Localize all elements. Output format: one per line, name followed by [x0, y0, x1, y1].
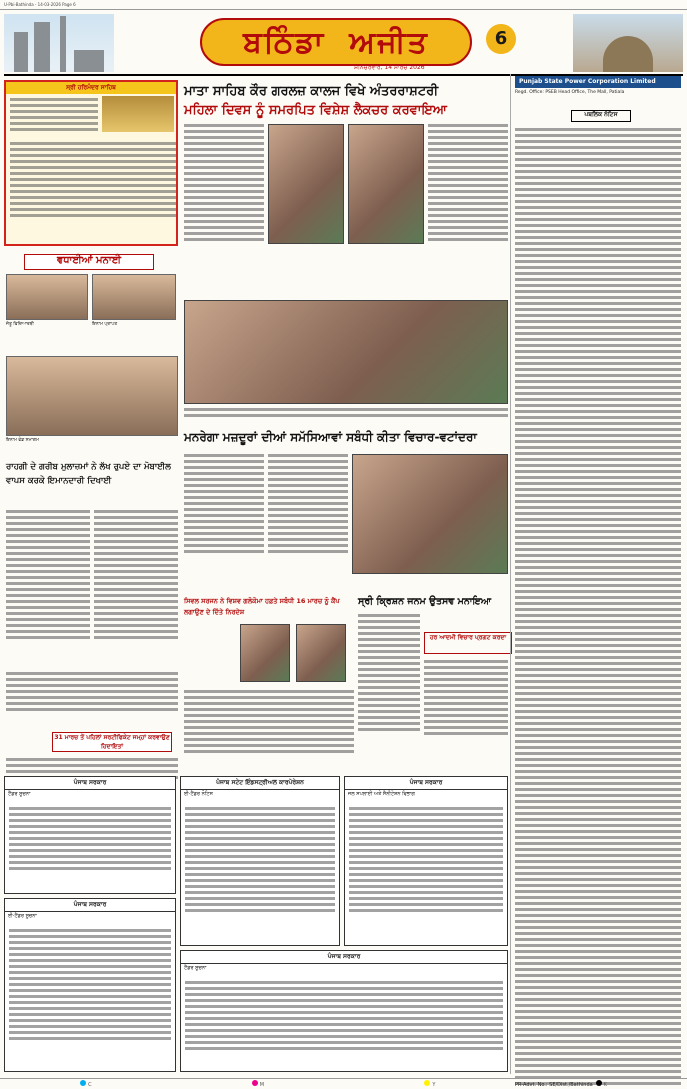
ad-header: ਸ੍ਰੀ ਹਰਿਮੰਦਰ ਸਾਹਿਬ: [6, 82, 176, 94]
wish-banner: ਵਧਾਈਆਂ ਮਨਾਈ: [24, 254, 154, 270]
tender-ad-5: [180, 950, 508, 1072]
story-headline-glaucoma: ਸਿਵਲ ਸਰਜਨ ਨੇ ਵਿਸ਼ਵ ਗਲੋਕੋਮਾ ਹਫ਼ਤੇ ਸਬੰਧੀ 16 ਮਾਰਚ ਨੂੰ ਕੈਂਪ ਲਗਾਉਣ ਦੇ ਦਿੱਤੇ ਨਿਰਦੇਸ਼: [184, 597, 340, 616]
tender-5-subtitle: ਟੈਂਡਰ ਸੂਚਨਾ: [184, 965, 207, 971]
tender-ad-4: [4, 898, 176, 1072]
womens-day-photo-1: [268, 124, 344, 244]
krishna-body-1: [358, 614, 420, 734]
story-headline-womens-day: [184, 82, 500, 120]
magenta-swatch-label: M: [252, 1080, 264, 1088]
page-number: 6: [486, 24, 516, 54]
pspcl-advt-number: PR-Advt. No.: SE/Dist./Bathinda: [515, 1082, 593, 1088]
manrega-body-1: [184, 454, 264, 556]
story-body-col2: [94, 510, 178, 642]
public-notice-title: ਪਬਲਿਕ ਨੋਟਿਸ: [571, 110, 631, 122]
tender-ad-3: [344, 776, 508, 946]
headline-line-2: ਮਹਿਲਾ ਦਿਵਸ ਨੂੰ ਸਮਰਪਿਤ ਵਿਸ਼ੇਸ਼ ਲੈਕਚਰ ਕਰਵਾਇਆ: [184, 103, 447, 118]
public-notice-body: [515, 128, 681, 1088]
womens-day-body-1: [184, 124, 264, 244]
womens-day-photo-2: [348, 124, 424, 244]
masthead-logo: [200, 18, 472, 66]
certificate-notice-box: 31 ਮਾਰਚ ਤੋਂ ਪਹਿਲਾਂ ਸਰਟੀਫਿਕੇਟ ਜਮ੍ਹਾਂ ਕਰਵਾਉਣ ਹਿਦਾਇਤਾਂ: [52, 732, 172, 752]
masthead-title-city: ਬਠਿੰਡਾ: [243, 24, 326, 60]
official-photo-1: [240, 624, 290, 682]
story-body-col1: [6, 510, 90, 642]
black-swatch-label: K: [596, 1080, 607, 1088]
yellow-swatch-label: Y: [424, 1080, 435, 1088]
pspcl-address: Regd. Office: PSEB Head Office, The Mall, Patiala: [515, 90, 625, 95]
tender-4-title: ਪੰਜਾਬ ਸਰਕਾਰ: [5, 899, 175, 912]
tender-4-subtitle: ਈ-ਟੈਂਡਰ ਸੂਚਨਾ: [8, 913, 37, 919]
masthead-title-paper: ਅਜੀਤ: [349, 24, 429, 60]
story-headline-mobile: ਰਾਹਗੀ ਦੇ ਗਰੀਬ ਮੁਲਾਜ਼ਮਾਂ ਨੇ ਲੱਖ ਰੁਪਏ ਦਾ ਮੋਬਾਈਲ ਵਾਪਸ ਕਰਕੇ ਇਮਾਨਦਾਰੀ ਦਿਖਾਈ: [6, 462, 171, 486]
tender-1-subtitle: ਟੈਂਡਰ ਸੂਚਨਾ: [8, 791, 31, 797]
tender-2-title: ਪੰਜਾਬ ਸਟੇਟ ਇੰਡਸਟ੍ਰੀਅਲ ਕਾਰਪੋਰੇਸ਼ਨ: [181, 777, 339, 790]
story-headline-manrega: ਮਨਰੇਗਾ ਮਜ਼ਦੂਰਾਂ ਦੀਆਂ ਸਮੱਸਿਆਵਾਂ ਸਬੰਧੀ ਕੀਤਾ ਵਿਚਾਰ-ਵਟਾਂਦਰਾ: [184, 430, 477, 444]
tender-3-subtitle: ਜਲ ਸਪਲਾਈ ਅਤੇ ਸੈਨੀਟੇਸ਼ਨ ਵਿਭਾਗ: [348, 791, 415, 797]
glaucoma-body: [184, 690, 354, 756]
headline-line-1: ਮਾਤਾ ਸਾਹਿਬ ਕੌਰ ਗਰਲਜ਼ ਕਾਲਜ ਵਿਖੇ ਅੰਤਰਰਾਸ਼ਟਰੀ: [184, 84, 439, 99]
tender-3-title: ਪੰਜਾਬ ਸਰਕਾਰ: [345, 777, 507, 790]
color-registration-strip: [0, 1078, 687, 1089]
official-photo-2: [296, 624, 346, 682]
print-slug: U-Pbi-Bathinda - 14-03-2026 Page 6: [0, 0, 687, 10]
story-headline-krishna: ਸ੍ਰੀ ਕ੍ਰਿਸ਼ਨ ਜਨਮ ਉਤਸਵ ਮਨਾਇਆ: [358, 596, 492, 607]
krishna-body-2: [424, 660, 508, 738]
golden-temple-photo: [102, 96, 174, 132]
thermal-plant-illustration: [4, 14, 114, 72]
manrega-body-2: [268, 454, 348, 556]
religious-ad: [4, 80, 178, 246]
masthead: [4, 12, 683, 76]
krishna-celebration-photo: [352, 454, 508, 574]
group-photo-caption: [184, 408, 508, 420]
pspcl-notice-column: [510, 74, 684, 1088]
ad-text-2: [10, 142, 176, 220]
event-caption: ਇਨਾਮ ਵੰਡ ਸਮਾਗਮ: [6, 438, 39, 443]
tender-1-title: ਪੰਜਾਬ ਸਰਕਾਰ: [5, 777, 175, 790]
fort-illustration: [573, 14, 683, 72]
pspcl-company-name: Punjab State Power Corporation Limited: [515, 76, 681, 88]
masthead-date: ਸ਼ਨਿੱਚਰਵਾਰ, 14 ਮਾਰਚ 2026: [354, 64, 425, 71]
tender-ad-1: [4, 776, 176, 894]
group-photo: [184, 300, 508, 404]
womens-day-body-2: [428, 124, 508, 244]
quote-box: ਹਰ ਆਦਮੀ ਵਿਚਾਰ ਪ੍ਰਗਟ ਕਰਦਾ: [424, 632, 512, 654]
tender-2-subtitle: ਈ-ਟੈਂਡਰ ਨੋਟਿਸ: [184, 791, 213, 797]
story-body-bottom: [6, 672, 178, 714]
tender-5-title: ਪੰਜਾਬ ਸਰਕਾਰ: [181, 951, 507, 964]
wish-photo-1: [6, 274, 88, 320]
wish-caption-1: ਜੇਤੂ ਵਿਦਿਆਰਥੀ: [6, 322, 34, 327]
wish-photo-2: [92, 274, 176, 320]
event-photo: [6, 356, 178, 436]
ad-text: [10, 98, 98, 134]
cyan-swatch-label: C: [80, 1080, 92, 1088]
wish-caption-2: ਇਨਾਮ ਪ੍ਰਾਪਤ: [92, 322, 118, 327]
tender-ad-2: [180, 776, 340, 946]
